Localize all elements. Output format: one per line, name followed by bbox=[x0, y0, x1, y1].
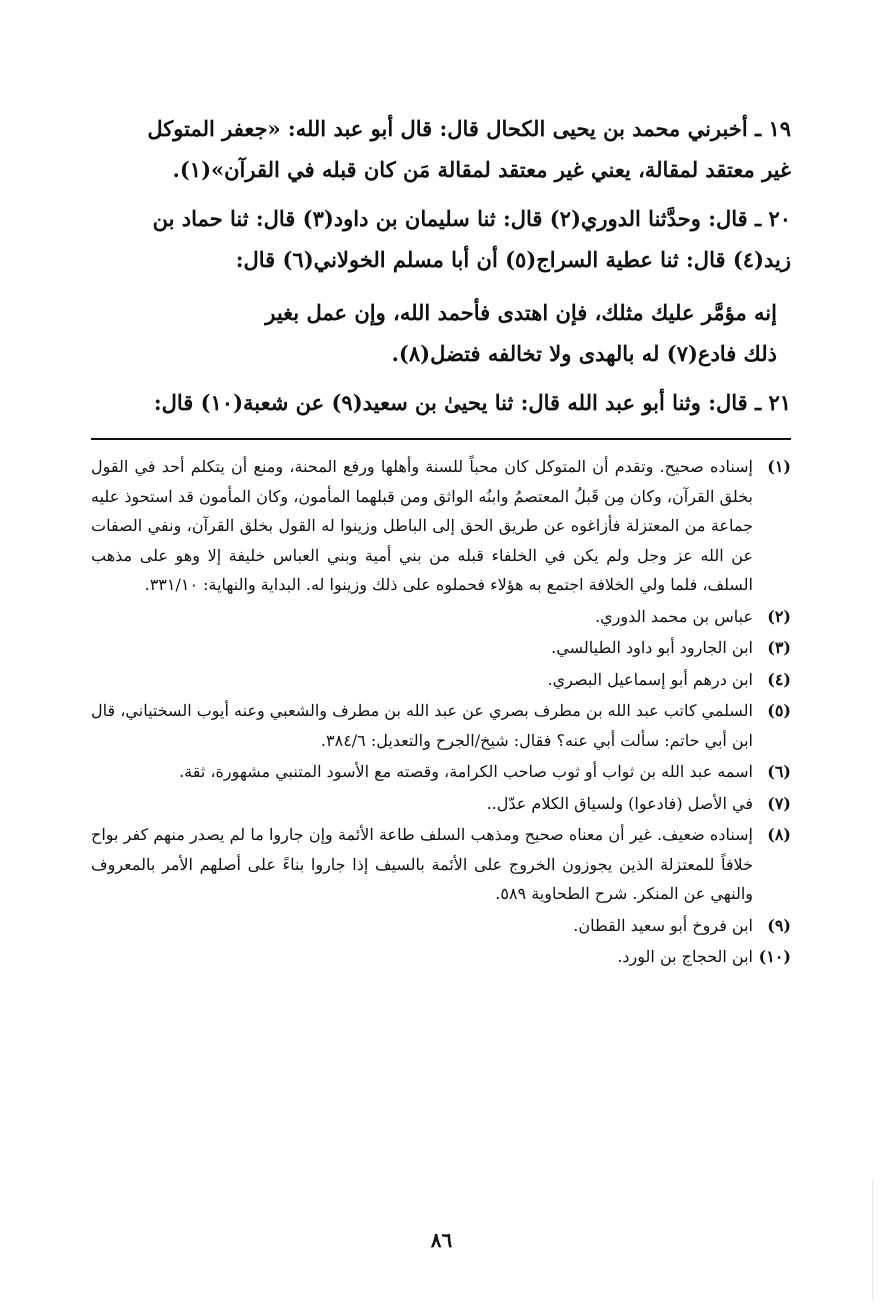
footnote-number: (٤) bbox=[767, 669, 791, 689]
quoted-saying bbox=[91, 292, 791, 374]
footnote-text: ابن الحجاج بن الورد. bbox=[617, 947, 753, 966]
footnote-8 bbox=[91, 820, 791, 909]
footnote-number: (٢) bbox=[767, 606, 791, 626]
paragraph-19-line-2: غير معتقد لمقالة، يعني غير معتقد لمقالة مَن كان قبله في القرآن»(١). bbox=[172, 157, 791, 182]
footnote-text: السلمي كاتب عبد الله بن مطرف بصري عن عبد الله بن مطرف والشعبي وعنه أيوب السختياني، قال ابن أبي حاتم: سألت أبي عنه؟ فقال: شيخ/الجرح والتعديل: ٣٨٤/٦. bbox=[91, 701, 753, 750]
footnote-number: (٧) bbox=[767, 793, 791, 813]
footnote-number: (١٠) bbox=[758, 947, 791, 966]
footnote-number: (٥) bbox=[767, 701, 791, 720]
footnote-text: ابن الجارود أبو داود الطيالسي. bbox=[551, 638, 753, 657]
footnote-1 bbox=[91, 452, 791, 600]
footnote-text: ابن فروخ أبو سعيد القطان. bbox=[573, 915, 753, 935]
footnotes bbox=[91, 452, 791, 974]
footnote-text: في الأصل (فادعوا) ولسياق الكلام عدّل.. bbox=[486, 793, 753, 813]
footnote-5 bbox=[91, 696, 791, 755]
footnote-number: (١) bbox=[767, 457, 791, 476]
paragraph-20-line-2: زيد(٤) قال: ثنا عطية السراج(٥) أن أبا مسلم الخولاني(٦) قال: bbox=[235, 247, 791, 272]
paragraph-21 bbox=[91, 382, 791, 423]
footnote-text: اسمه عبد الله بن ثواب أو ثوب صاحب الكرامة، وقصته مع الأسود المتنبي مشهورة، ثقة. bbox=[179, 762, 753, 781]
footnote-number: (٣) bbox=[767, 638, 791, 657]
footnote-text: إسناده صحيح. وتقدم أن المتوكل كان محباً للسنة وأهلها ورفع المحنة، ومنع أن يتكلم أحد في القول بخلق القرآن، وكان مِن قَبلُ المعتصمُ وابنُه الواثق ومن قبلهما المأمون، وكان المأمون قد استحوذ عليه جماعة من المعتزلة فأزاغوه عن طريق الحق إلى الباطل وزينوا له القول بخلق القرآن، ونفي الصفات عن الله عز وجل ولم يكن في الخلفاء قبله من بني أمية وبني العباس خليفة إلا وهو على مذهب السلف، فلما ولي الخلافة اجتمع به هؤلاء فحملوه على ذلك وزينوا له. البداية والنهاية: ٣٣١/١٠. bbox=[91, 457, 753, 594]
footnote-9 bbox=[91, 911, 791, 941]
scan-edge-line bbox=[872, 1180, 873, 1300]
footnote-2 bbox=[91, 602, 791, 632]
paragraph-20-line-1: ٢٠ ـ قال: وحدَّثنا الدوري(٢) قال: ثنا سليمان بن داود(٣) قال: ثنا حماد بن bbox=[152, 206, 791, 231]
paragraph-19-line-1: ١٩ ـ أخبرني محمد بن يحيى الكحال قال: قال أبو عبد الله: «جعفر المتوكل bbox=[147, 116, 791, 141]
page-number: ٨٦ bbox=[430, 1228, 453, 1252]
footnote-text: عباس بن محمد الدوري. bbox=[595, 606, 753, 626]
paragraph-20 bbox=[91, 198, 791, 280]
footnote-7 bbox=[91, 789, 791, 819]
quoted-saying-line-2: ذلك فادع(٧) له بالهدى ولا تخالفه فتضل(٨). bbox=[391, 341, 777, 366]
paragraph-21-line-1: ٢١ ـ قال: وثنا أبو عبد الله قال: ثنا يحيىٰ بن سعيد(٩) عن شعبة(١٠) قال: bbox=[153, 390, 791, 415]
main-text bbox=[91, 108, 791, 423]
footnote-6 bbox=[91, 757, 791, 787]
footnote-10 bbox=[91, 942, 791, 972]
footnote-separator bbox=[91, 438, 791, 440]
footnote-number: (٦) bbox=[767, 762, 791, 781]
footnote-number: (٨) bbox=[767, 825, 791, 844]
footnote-text: ابن درهم أبو إسماعيل البصري. bbox=[547, 669, 753, 689]
footnote-number: (٩) bbox=[767, 915, 791, 935]
paragraph-19 bbox=[91, 108, 791, 190]
footnote-3 bbox=[91, 633, 791, 663]
quoted-saying-line-1: إنه مؤمَّر عليك مثلك، فإن اهتدى فأحمد الله، وإن عمل بغير bbox=[265, 300, 777, 325]
footnote-text: إسناده ضعيف. غير أن معناه صحيح ومذهب السلف طاعة الأئمة وإن جاروا ما لم يصدر منهم كفر بواح خلافاً للمعتزلة الذين يجوزون الخروج على الأئمة بالسيف إذا جاروا بناءً على أصلهم الأمر بالمعروف والنهي عن المنكر. شرح الطحاوية ٥٨٩. bbox=[91, 825, 753, 903]
footnote-4 bbox=[91, 665, 791, 695]
